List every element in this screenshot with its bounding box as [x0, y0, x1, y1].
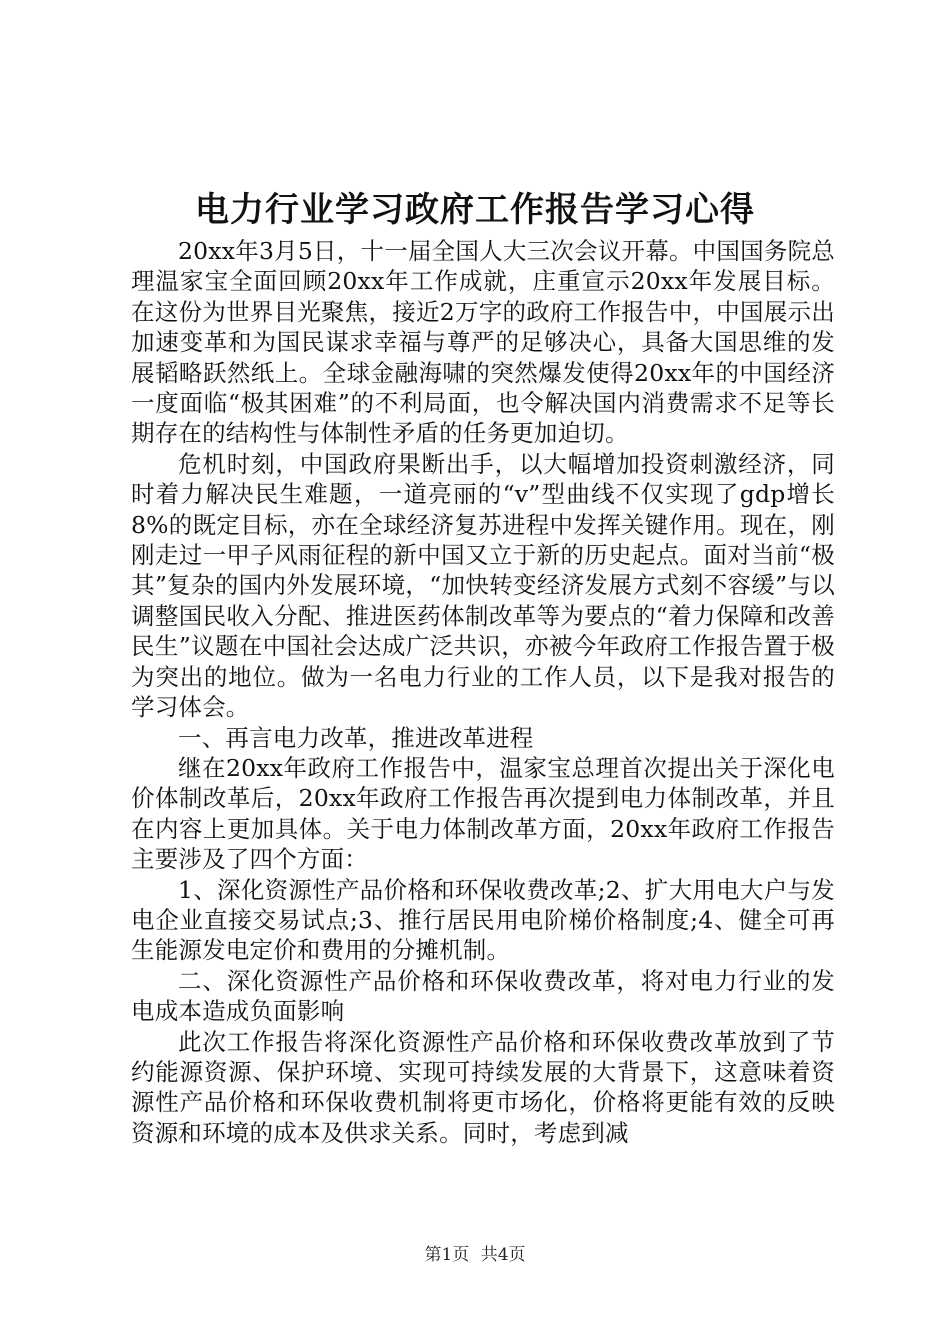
document-body: [131, 236, 835, 1148]
paragraph-4: 1、深化资源性产品价格和环保收费改革;2、扩大用电大户与发电企业直接交易试点;3、推行居民用电阶梯价格制度;4、健全可再生能源发电定价和费用的分摊机制。: [131, 875, 835, 965]
paragraph-5: 此次工作报告将深化资源性产品价格和环保收费改革放到了节约能源资源、保护环境、实现可持续发展的大背景下，这意味着资源性产品价格和环保收费机制将更市场化，价格将更能有效的反映资源和环境的成本及供求关系。同时，考虑到减: [131, 1027, 835, 1147]
paragraph-1: 20xx年3月5日，十一届全国人大三次会议开幕。中国国务院总理温家宝全面回顾20xx年工作成就，庄重宣示20xx年发展目标。在这份为世界目光聚焦，接近2万字的政府工作报告中，中国展示出加速变革和为国民谋求幸福与尊严的足够决心，具备大国思维的发展韬略跃然纸上。全球金融海啸的突然爆发使得20xx年的中国经济一度面临“极其困难”的不利局面，也令解决国内消费需求不足等长期存在的结构性与体制性矛盾的任务更加迫切。: [131, 237, 835, 448]
paragraph-3: 继在20xx年政府工作报告中，温家宝总理首次提出关于深化电价体制改革后，20xx年政府工作报告再次提到电力体制改革，并且在内容上更加具体。关于电力体制改革方面，20xx年政府工作报告主要涉及了四个方面：: [131, 753, 835, 874]
section-heading-1: 一、再言电力改革，推进改革进程: [178, 723, 534, 752]
page-footer: 第1页 共4页: [424, 1245, 526, 1265]
paragraph-2: 危机时刻，中国政府果断出手，以大幅增加投资刺激经济，同时着力解决民生难题，一道亮丽的“v”型曲线不仅实现了gdp增长8%的既定目标，亦在全球经济复苏进程中发挥关键作用。现在，刚刚走过一甲子风雨征程的新中国又立于新的历史起点。面对当前“极其”复杂的国内外发展环境，“加快转变经济发展方式刻不容缓”与以调整国民收入分配、推进医药体制改革等为要点的“着力保障和改善民生”议题在中国社会达成广泛共识，亦被今年政府工作报告置于极为突出的地位。做为一名电力行业的工作人员，以下是我对报告的学习体会。: [131, 449, 835, 722]
page-title: 电力行业学习政府工作报告学习心得: [195, 190, 755, 230]
section-heading-2: 二、深化资源性产品价格和环保收费改革，将对电力行业的发电成本造成负面影响: [131, 966, 835, 1026]
